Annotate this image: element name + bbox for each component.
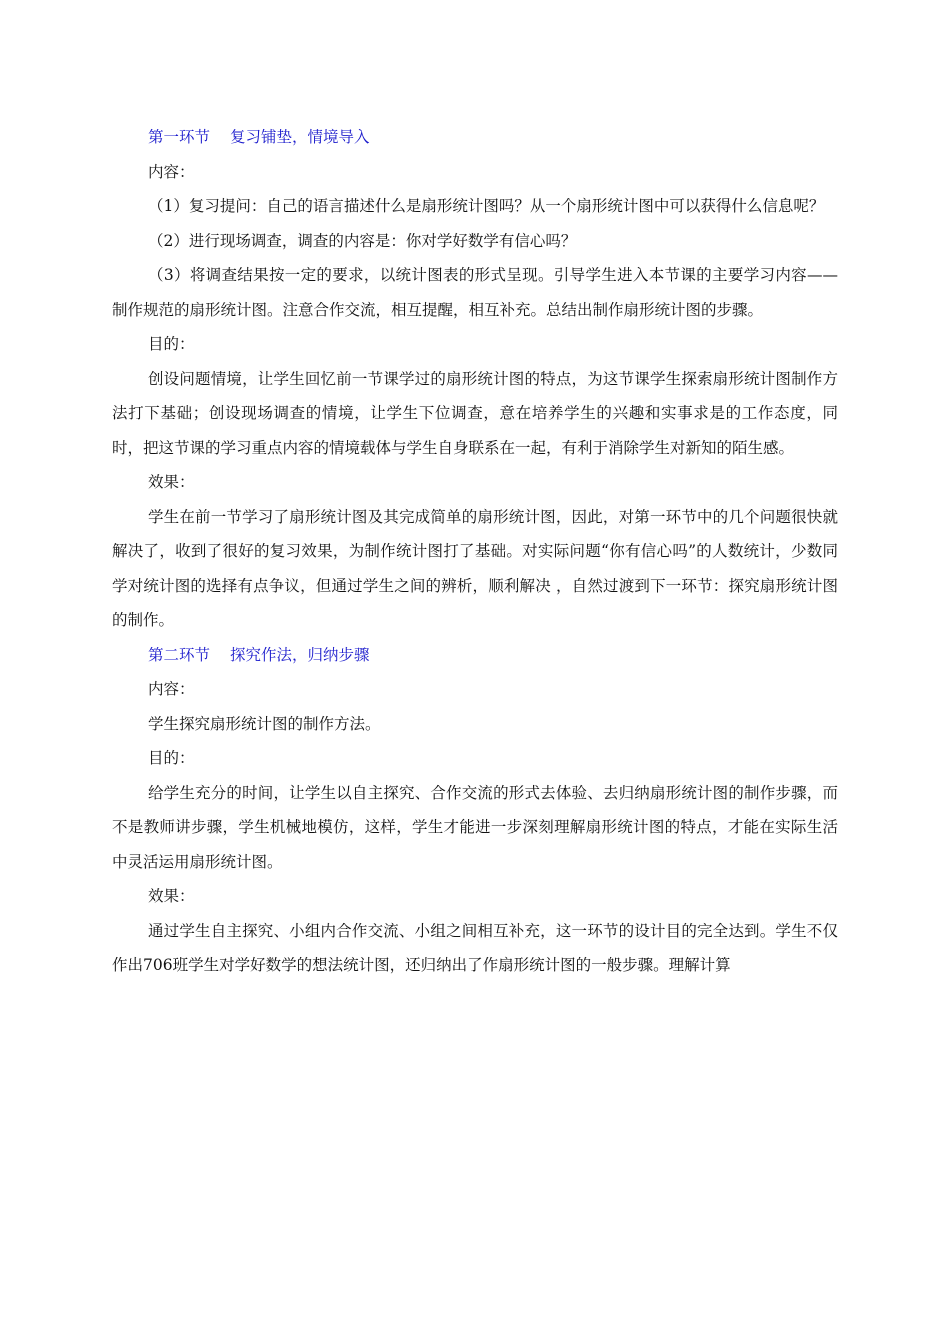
- section-2-heading: [112, 638, 838, 673]
- section-1-effect-label: 效果：: [148, 473, 195, 491]
- section-2-content-text: 学生探究扇形统计图的制作方法。: [148, 714, 381, 733]
- section-1-heading: [112, 120, 838, 155]
- section-1-item-2: （2）进行现场调查，调查的内容是：你对学好数学有信心吗？: [148, 231, 577, 250]
- section-2-title: 探究作法，归纳步骤: [230, 645, 370, 664]
- document-body: [112, 120, 838, 983]
- section-1-title: 复习铺垫，情境导入: [230, 128, 370, 146]
- section-1-item-3: （3）将调查结果按一定的要求，以统计图表的形式呈现。引导学生进入本节课的主要学习内容——制作规范的扇形统计图。注意合作交流，相互提醒，相互补充。总结出制作扇形统计图的步骤。: [112, 266, 838, 319]
- section-1-number: 第一环节: [148, 128, 211, 146]
- section-1-item-1: （1）复习提问：自己的语言描述什么是扇形统计图吗？从一个扇形统计图中可以获得什么信息呢？: [148, 197, 825, 215]
- section-1-purpose-label: 目的：: [148, 335, 195, 353]
- section-2-number: 第二环节: [148, 645, 211, 664]
- section-1-purpose-text: 创设问题情境，让学生回忆前一节课学过的扇形统计图的特点，为这节课学生探索扇形统计图制作方法打下基础；创设现场调查的情境，让学生下位调查，意在培养学生的兴趣和实事求是的工作态度，同时，把这节课的学习重点内容的情境载体与学生自身联系在一起，有利于消除学生对新知的陌生感。: [112, 369, 838, 457]
- section-2-effect-label: 效果：: [148, 887, 195, 905]
- section-1-content-label: 内容：: [148, 162, 195, 181]
- section-2-content-label: 内容：: [148, 680, 195, 698]
- section-2-effect-text: 通过学生自主探究、小组内合作交流、小组之间相互补充，这一环节的设计目的完全达到。学生不仅作出706班学生对学好数学的想法统计图，还归纳出了作扇形统计图的一般步骤。理解计算: [112, 921, 838, 974]
- section-2-purpose-label: 目的：: [148, 749, 195, 767]
- section-2-purpose-text: 给学生充分的时间，让学生以自主探究、合作交流的形式去体验、去归纳扇形统计图的制作步骤，而不是教师讲步骤，学生机械地模仿，这样，学生才能进一步深刻理解扇形统计图的特点，才能在实际生活中灵活运用扇形统计图。: [112, 783, 838, 871]
- section-1-effect-text: 学生在前一节学习了扇形统计图及其完成简单的扇形统计图，因此，对第一环节中的几个问题很快就解决了，收到了很好的复习效果，为制作统计图打了基础。对实际问题“你有信心吗”的人数统计，少数同学对统计图的选择有点争议，但通过学生之间的辨析，顺利解决 ，自然过渡到下一环节：探究扇形统计图的制作。: [112, 507, 838, 629]
